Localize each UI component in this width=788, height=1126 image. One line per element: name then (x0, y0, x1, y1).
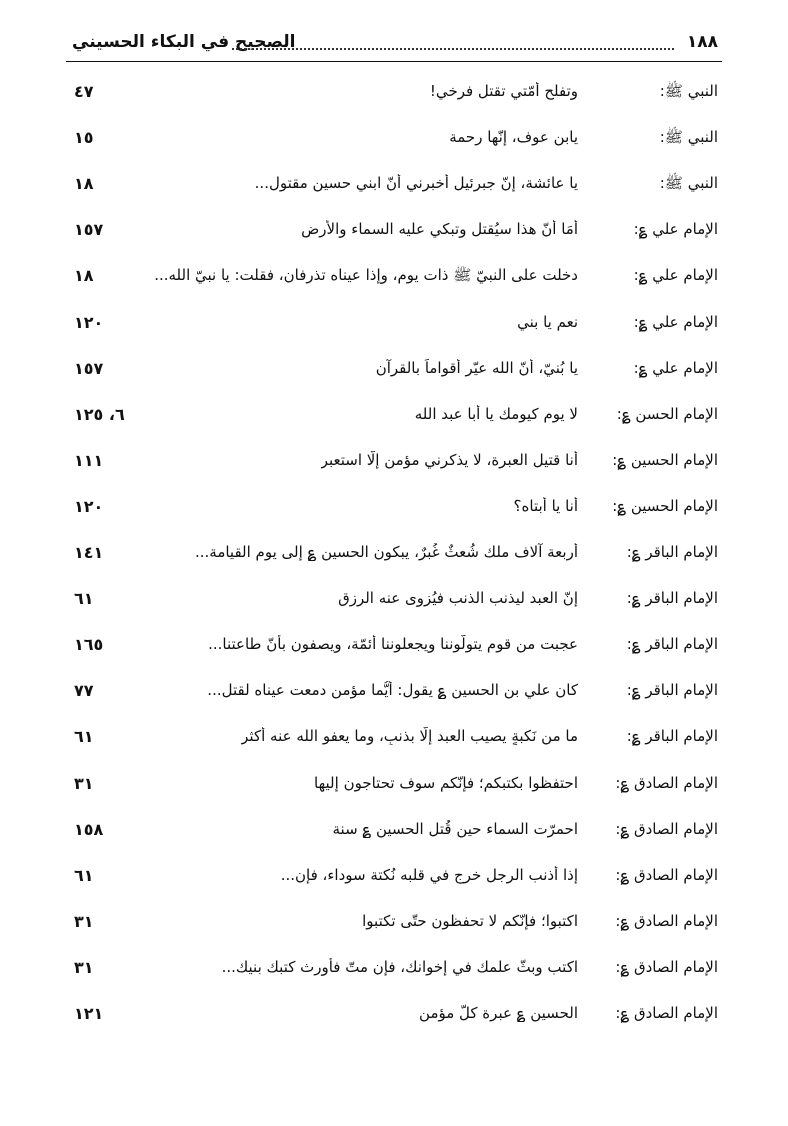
page-reference: ٧٧ (74, 681, 94, 701)
quote-text: لا يوم كيومك يا أبا عبد الله (414, 404, 578, 423)
index-row (0, 814, 788, 854)
page-header (72, 30, 718, 60)
page-reference: ٦، ١٢٥ (74, 404, 125, 424)
speaker-label: النبي ﷺ: (659, 82, 718, 100)
quote-text: الحسين ؏ عبرة كلّ مؤمنٍ (419, 1004, 578, 1022)
speaker-label: الإمام الصادق ؏: (615, 911, 718, 930)
page-reference: ١٤١ (74, 543, 104, 562)
index-row (0, 675, 788, 715)
index-row (0, 168, 788, 208)
quote-text: احتفظوا بكتبكم؛ فإنّكم سوف تحتاجون إليها (314, 773, 578, 792)
index-row (0, 583, 788, 623)
speaker-label: الإمام الحسين ؏: (612, 496, 718, 515)
quote-text: اكتب وبثّ علمك في إخوانك، فإن متّ فأورث كتبك بنيك... (221, 957, 578, 976)
quote-text: إنّ العبد ليذنب الذنب فيُزوى عنه الرزق (338, 589, 578, 608)
index-row (0, 260, 788, 300)
index-row (0, 998, 788, 1038)
quote-text: أنا يا أبتاه؟ (513, 496, 578, 515)
speaker-label: الإمام الباقر ؏: (626, 543, 718, 561)
index-row (0, 629, 788, 669)
quote-text: كان علي بن الحسين ؏ يقول: أيُّما مؤمنٍ دمعت عيناه لقتل... (207, 681, 578, 700)
speaker-label: النبي ﷺ: (659, 128, 718, 147)
quote-text: أمَا أنّ هذا سيُقتل وتبكي عليه السماء والأرض (301, 220, 578, 239)
page-reference: ١٥٧ (74, 220, 104, 240)
quote-text: يا عائشة، إنّ جبرئيل أخبرني أنّ ابني حسين مقتول... (254, 174, 578, 193)
quote-text: يا بُنيّ، أنّ الله عيّر أقواماً بالقرآن (375, 358, 578, 377)
speaker-label: الإمام الصادق ؏: (615, 819, 718, 838)
quote-text: اكتبوا؛ فإنّكم لا تحفظون حتّى تكتبوا (362, 911, 578, 930)
speaker-label: الإمام علي ؏: (633, 220, 718, 239)
quote-text: عجبت من قومٍ يتولّوننا ويجعلوننا أئمّة، ويصفون بأنّ طاعتنا... (208, 635, 578, 654)
header-dot-leader (232, 48, 674, 50)
index-row (0, 76, 788, 116)
page-reference: ٦١ (74, 727, 94, 747)
speaker-label: الإمام الحسين ؏: (612, 450, 718, 469)
page-reference: ٦١ (74, 865, 94, 885)
speaker-label: النبي ﷺ: (659, 174, 718, 193)
page-reference: ٣١ (74, 773, 94, 793)
page-reference: ١٨ (74, 266, 94, 286)
header-rule (66, 61, 722, 62)
speaker-label: الإمام الباقر ؏: (626, 635, 718, 654)
quote-text: أنا قتيل العبرة، لا يذكرني مؤمن إلّا استعبر (320, 450, 578, 469)
quote-text: يابن عوف، إنّها رحمة (449, 128, 578, 147)
page-reference: ١٥ (74, 128, 94, 148)
page-reference: ١٦٥ (74, 635, 104, 655)
index-row (0, 906, 788, 946)
page-reference: ٣١ (74, 911, 94, 931)
index-row (0, 768, 788, 808)
speaker-label: الإمام الصادق ؏: (615, 1004, 718, 1022)
page-reference: ١١١ (74, 450, 104, 470)
speaker-label: الإمام الباقر ؏: (626, 727, 718, 746)
index-row (0, 399, 788, 439)
index-row (0, 721, 788, 761)
page-reference: ١٨ (74, 174, 94, 194)
quote-text: احمرّت السماء حين قُتل الحسين ؏ سنة (332, 819, 578, 838)
index-row (0, 952, 788, 992)
speaker-label: الإمام علي ؏: (633, 266, 718, 285)
speaker-label: الإمام الصادق ؏: (615, 773, 718, 792)
index-row (0, 445, 788, 485)
quote-text: أربعة آلاف ملك شُعثٌ غُبرٌ، يبكون الحسين ؏ إلى يوم القيامة... (194, 543, 578, 561)
quote-text: دخلت على النبيّ ﷺ ذات يوم، وإذا عيناه تذرفان، فقلت: يا نبيّ الله... (154, 266, 578, 285)
index-row (0, 307, 788, 347)
quote-text: ما من نَكبةٍ يصيب العبد إلّا بذنبٍ، وما يعفو الله عنه أكثر (241, 727, 578, 746)
index-row (0, 491, 788, 531)
quote-text: نعم يا بني (517, 312, 578, 331)
page-number: ١٨٨ (686, 32, 718, 52)
index-row (0, 122, 788, 162)
page-reference: ١٥٨ (74, 819, 104, 839)
page-reference: ١٢٠ (74, 496, 104, 516)
index-row (0, 860, 788, 900)
speaker-label: الإمام الصادق ؏: (615, 865, 718, 884)
page-reference: ١٢١ (74, 1004, 104, 1023)
index-row (0, 537, 788, 577)
index-row (0, 214, 788, 254)
index-row (0, 353, 788, 393)
page-reference: ٤٧ (74, 82, 94, 101)
speaker-label: الإمام علي ؏: (633, 358, 718, 377)
page-reference: ٣١ (74, 957, 94, 977)
page-reference: ٦١ (74, 589, 94, 609)
running-title: الصحيح في البكاء الحسيني (72, 32, 296, 52)
speaker-label: الإمام الحسن ؏: (616, 404, 718, 423)
speaker-label: الإمام الصادق ؏: (615, 957, 718, 976)
speaker-label: الإمام الباقر ؏: (626, 589, 718, 608)
quote-text: وتفلح أُمّتي تقتل فرخي! (429, 82, 578, 100)
quote-text: إذا أذنب الرجل خرج في قلبه نُكتة سوداء، فإن... (280, 865, 578, 884)
page-reference: ١٢٠ (74, 312, 104, 332)
page-reference: ١٥٧ (74, 358, 104, 378)
speaker-label: الإمام الباقر ؏: (626, 681, 718, 700)
speaker-label: الإمام علي ؏: (633, 312, 718, 331)
